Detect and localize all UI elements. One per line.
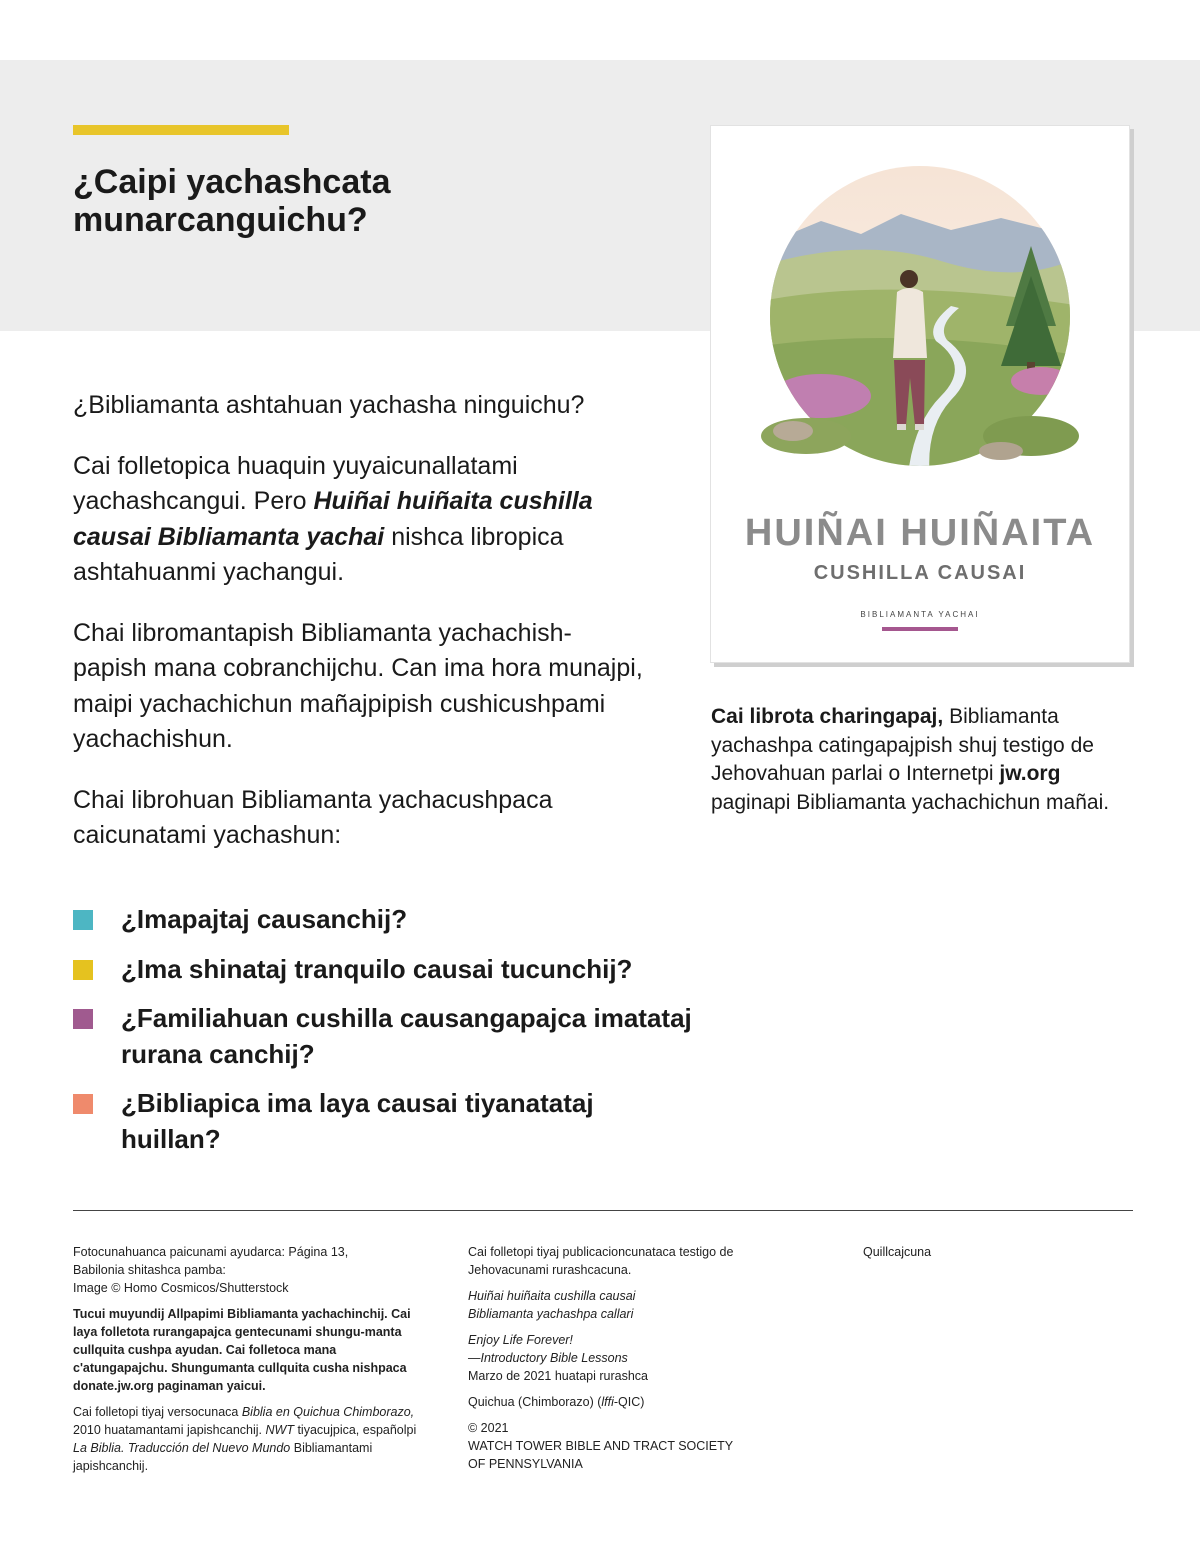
square-bullet-icon <box>73 960 93 980</box>
question-list <box>73 902 693 1171</box>
jw-org-link[interactable]: jw.org <box>999 762 1061 785</box>
request-info: Cai librota charingapaj, Bibliamanta yachashpa catingapajpish shuj testigo de Jehovahuan parlai o Internetpi jw.org paginapi Bibliamanta yachachichun mañai. <box>711 705 1110 814</box>
cover-accent-line <box>882 627 958 631</box>
donation-note: Tucui muyundij Allpapimi Bibliamanta yachachinchij. Cai laya folletota rurangapajca gentecunami shungu-manta cullquita cushpa ayudan. Cai folletoca mana c'atungapajchu. Shungumanta cullquita cusha nishpaca donate.jw.org paginaman yaicui. <box>73 1307 411 1393</box>
publication-title-english: Enjoy Life Forever! —Introductory Bible Lessons <box>468 1333 628 1365</box>
list-item: ¿Familiahuan cushilla causangapajca imatataj rurana canchij? <box>73 1001 693 1072</box>
publisher-note: Cai folletopi tiyaj publicacioncunataca testigo de Jehovacunami rurashcacuna. <box>468 1245 734 1277</box>
list-item: ¿Bibliapica ima laya causai tiyanatataj huillan? <box>73 1086 693 1157</box>
accent-bar <box>73 125 289 135</box>
list-item: ¿Ima shinataj tranquilo causai tucunchij? <box>73 952 693 988</box>
square-bullet-icon <box>73 1094 93 1114</box>
paragraph-free: Chai libromantapish Bibliamanta yachachish- papish mana cobranchijchu. Can ima hora munajpi, maipi yachachichun mañajpipish cushicushpami yachachishun. <box>73 618 643 753</box>
cover-title: HUIÑAI HUIÑAITA <box>744 512 1096 554</box>
publication-title-quichua: Huiñai huiñaita cushilla causai Bibliamanta yachashpa callari <box>468 1289 636 1321</box>
footer-col-2 <box>468 1243 808 1481</box>
cover-illustration <box>711 126 1129 506</box>
bible-version-note: Cai folletopi tiyaj versocunaca Biblia en Quichua Chimborazo, 2010 huatamantami japishcanchij. NWT tiyacujpica, españolpi La Biblia. Traducción del Nuevo Mundo Bibliamantami japishcanchij. <box>73 1405 417 1473</box>
footer-col-3 <box>863 1243 1063 1269</box>
square-bullet-icon <box>73 1009 93 1029</box>
paragraph-book: Cai folletopica huaquin yuyaicunallatami yachashcangui. Pero Huiñai huiñaita cushilla causai Bibliamanta yachai nishca libropica ashtahuanmi yachangui. <box>73 451 593 586</box>
book-cover[interactable] <box>710 125 1130 663</box>
cover-series-label: BIBLIAMANTA YACHAI <box>860 610 980 619</box>
copyright: © 2021 WATCH TOWER BIBLE AND TRACT SOCIETY OF PENNSYLVANIA <box>468 1421 734 1471</box>
page-title: ¿Caipi yachashcata munarcanguichu? <box>73 163 391 239</box>
footer-col-1 <box>73 1243 418 1483</box>
list-item: ¿Imapajtaj causanchij? <box>73 902 693 938</box>
footer-divider <box>73 1210 1133 1211</box>
square-bullet-icon <box>73 910 93 930</box>
main-text <box>73 388 673 879</box>
language-code: Quichua (Chimborazo) (lffi-QIC) <box>468 1395 645 1409</box>
print-date: Marzo de 2021 huatapi rurashca <box>468 1369 648 1383</box>
authors-label: Quillcajcuna <box>863 1245 932 1259</box>
book-title: Huiñai huiñaita cushilla causai Bibliamanta yachai <box>73 487 593 551</box>
cover-subtitle: CUSHILLA CAUSAI <box>813 562 1027 584</box>
intro-question: ¿Bibliamanta ashtahuan yachasha ninguichu? <box>73 391 585 419</box>
paragraph-topics: Chai librohuan Bibliamanta yachacushpaca caicunatami yachashun: <box>73 785 553 849</box>
photo-credits: Fotocunahuanca paicunami ayudarca: Página 13, Babilonia shitashca pamba: Image © Homo Cosmicos/Shutterstock <box>73 1245 349 1295</box>
